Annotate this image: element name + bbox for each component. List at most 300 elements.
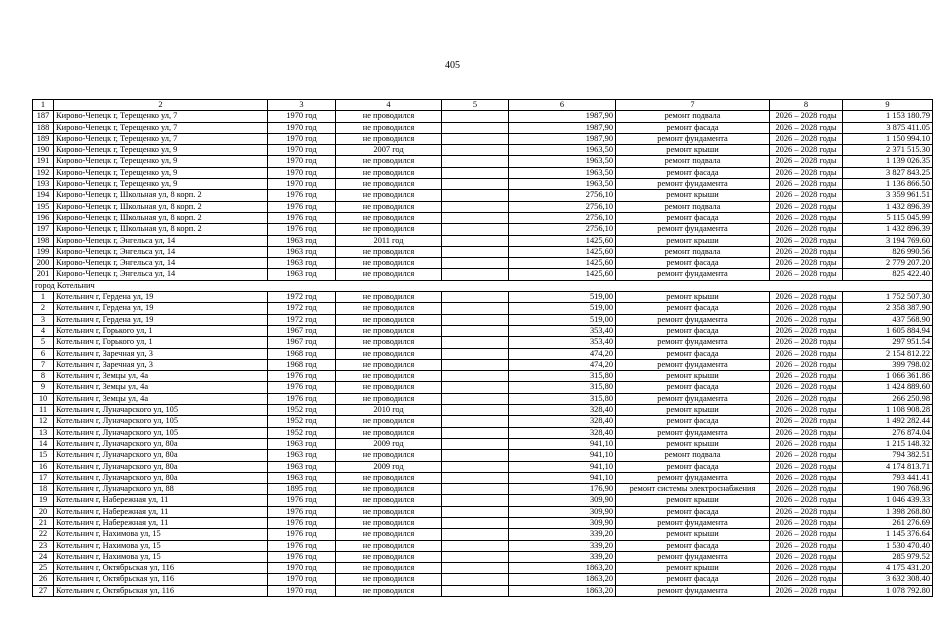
table-cell: не проводился <box>336 506 442 517</box>
table-cell: 1970 год <box>268 585 336 596</box>
section-title-row <box>33 280 933 291</box>
table-cell: ремонт системы электроснабжения <box>616 484 770 495</box>
table-cell: Котельнич г, Горького ул, 1 <box>54 325 268 336</box>
table-cell: ремонт фундамента <box>616 472 770 483</box>
table-cell: 3 827 843.25 <box>843 167 933 178</box>
table-cell: не проводился <box>336 484 442 495</box>
table-cell: Котельнич г, Октябрьская ул, 116 <box>54 574 268 585</box>
table-cell <box>442 506 509 517</box>
table-cell: 1972 год <box>268 303 336 314</box>
table-cell: 2026 – 2028 годы <box>770 585 843 596</box>
table-cell: 3 194 769.60 <box>843 235 933 246</box>
table-cell: 1 150 994.10 <box>843 133 933 144</box>
table-cell: 1 <box>33 292 54 303</box>
table-cell: 2026 – 2028 годы <box>770 235 843 246</box>
table-cell: ремонт крыши <box>616 405 770 416</box>
table-cell <box>442 292 509 303</box>
table-cell: 4 175 431.20 <box>843 563 933 574</box>
table-cell: 1976 год <box>268 393 336 404</box>
table-cell: 193 <box>33 179 54 190</box>
table-cell: 1863,20 <box>509 585 616 596</box>
table-cell: Котельнич г, Октябрьская ул, 116 <box>54 585 268 596</box>
table-cell: 11 <box>33 405 54 416</box>
table-cell: 1 398 268.80 <box>843 506 933 517</box>
table-cell: 1970 год <box>268 563 336 574</box>
table-row <box>33 517 933 528</box>
table-cell: 3 632 308.40 <box>843 574 933 585</box>
table-cell: ремонт фасада <box>616 382 770 393</box>
table-cell: 2026 – 2028 годы <box>770 303 843 314</box>
table-cell: ремонт фундамента <box>616 224 770 235</box>
column-number-row <box>33 100 933 111</box>
table-cell: Котельнич г, Земцы ул, 4а <box>54 371 268 382</box>
table-cell: не проводился <box>336 179 442 190</box>
table-cell: 1967 год <box>268 325 336 336</box>
table-cell <box>442 224 509 235</box>
table-cell: Кирово-Чепецк г, Терещенко ул, 7 <box>54 133 268 144</box>
table-cell: 2026 – 2028 годы <box>770 506 843 517</box>
table-cell: 1976 год <box>268 224 336 235</box>
table-cell <box>442 190 509 201</box>
table-cell: не проводился <box>336 201 442 212</box>
table-cell: не проводился <box>336 167 442 178</box>
table-cell: ремонт крыши <box>616 438 770 449</box>
table-cell <box>442 461 509 472</box>
table-cell <box>442 212 509 223</box>
table-cell: 353,40 <box>509 337 616 348</box>
table-cell: ремонт фасада <box>616 303 770 314</box>
table-cell: 22 <box>33 529 54 540</box>
table-cell <box>442 551 509 562</box>
table-cell: 2009 год <box>336 461 442 472</box>
table-cell: 176,90 <box>509 484 616 495</box>
table-cell: ремонт фасада <box>616 212 770 223</box>
table-cell: 474,20 <box>509 359 616 370</box>
table-cell: Кирово-Чепецк г, Энгельса ул, 14 <box>54 246 268 257</box>
table-cell: 7 <box>33 359 54 370</box>
table-cell <box>442 484 509 495</box>
table-row <box>33 235 933 246</box>
table-cell: 4 <box>33 325 54 336</box>
table-cell: 1425,60 <box>509 246 616 257</box>
table-cell: 2026 – 2028 годы <box>770 359 843 370</box>
table-cell: Котельнич г, Набережная ул, 11 <box>54 517 268 528</box>
column-number-cell: 4 <box>336 100 442 111</box>
table-cell: 1 432 896.39 <box>843 224 933 235</box>
table-cell: 2026 – 2028 годы <box>770 563 843 574</box>
table-row <box>33 382 933 393</box>
table-row <box>33 438 933 449</box>
table-cell: Котельнич г, Заречная ул, 3 <box>54 359 268 370</box>
table-cell: ремонт фундамента <box>616 337 770 348</box>
table-cell: 1976 год <box>268 371 336 382</box>
table-cell: 1976 год <box>268 551 336 562</box>
table-row <box>33 574 933 585</box>
table-cell: 339,20 <box>509 529 616 540</box>
table-cell: 17 <box>33 472 54 483</box>
table-cell: 4 174 813.71 <box>843 461 933 472</box>
table-cell: 474,20 <box>509 348 616 359</box>
table-cell: 2 371 515.30 <box>843 145 933 156</box>
column-number-cell: 6 <box>509 100 616 111</box>
table-cell: 2 779 207.20 <box>843 258 933 269</box>
table-cell: 2 <box>33 303 54 314</box>
table-cell: 1952 год <box>268 427 336 438</box>
table-row <box>33 122 933 133</box>
table-cell <box>442 348 509 359</box>
table-row <box>33 325 933 336</box>
table-cell: 519,00 <box>509 292 616 303</box>
table-cell: 1963 год <box>268 461 336 472</box>
table-cell <box>442 371 509 382</box>
table-cell: Кирово-Чепецк г, Энгельса ул, 14 <box>54 235 268 246</box>
table-row <box>33 246 933 257</box>
table-row <box>33 529 933 540</box>
table-cell: 1976 год <box>268 517 336 528</box>
table-cell <box>442 472 509 483</box>
table-cell: 6 <box>33 348 54 359</box>
table-cell: 13 <box>33 427 54 438</box>
table-cell <box>442 529 509 540</box>
table-cell: 1976 год <box>268 212 336 223</box>
table-cell: 2026 – 2028 годы <box>770 472 843 483</box>
table-cell: 315,80 <box>509 382 616 393</box>
table-cell: 2026 – 2028 годы <box>770 314 843 325</box>
table-cell <box>442 405 509 416</box>
table-cell: 1970 год <box>268 156 336 167</box>
table-cell: 309,90 <box>509 506 616 517</box>
table-cell: 1963 год <box>268 246 336 257</box>
table-cell: 2026 – 2028 годы <box>770 292 843 303</box>
table-cell: ремонт крыши <box>616 495 770 506</box>
table-cell: Кирово-Чепецк г, Терещенко ул, 9 <box>54 156 268 167</box>
table-cell: 2026 – 2028 годы <box>770 337 843 348</box>
table-cell: 1976 год <box>268 495 336 506</box>
table-cell: ремонт фасада <box>616 122 770 133</box>
table-cell: Котельнич г, Набережная ул, 11 <box>54 506 268 517</box>
table-cell: 2756,10 <box>509 201 616 212</box>
table-cell: 1963 год <box>268 269 336 280</box>
table-cell: 1 136 866.50 <box>843 179 933 190</box>
table-cell: не проводился <box>336 563 442 574</box>
table-cell: Котельнич г, Земцы ул, 4а <box>54 382 268 393</box>
table-cell: 1952 год <box>268 405 336 416</box>
table-cell: 1952 год <box>268 416 336 427</box>
table-row <box>33 540 933 551</box>
table-cell: 25 <box>33 563 54 574</box>
table-cell: Котельнич г, Нахимова ул, 15 <box>54 540 268 551</box>
table-cell: не проводился <box>336 371 442 382</box>
table-cell: Кирово-Чепецк г, Терещенко ул, 7 <box>54 111 268 122</box>
table-cell: 1 424 889.60 <box>843 382 933 393</box>
table-cell: 1976 год <box>268 506 336 517</box>
table-row <box>33 212 933 223</box>
table-cell: 199 <box>33 246 54 257</box>
table-cell: 2026 – 2028 годы <box>770 416 843 427</box>
table-cell <box>442 450 509 461</box>
table-cell: 5 115 045.99 <box>843 212 933 223</box>
table-row <box>33 303 933 314</box>
table-cell: 941,10 <box>509 472 616 483</box>
table-cell: 26 <box>33 574 54 585</box>
table-cell: 2026 – 2028 годы <box>770 450 843 461</box>
table-cell: не проводился <box>336 382 442 393</box>
table-cell: Котельнич г, Октябрьская ул, 116 <box>54 563 268 574</box>
table-cell: 1963 год <box>268 438 336 449</box>
table-cell: 2026 – 2028 годы <box>770 167 843 178</box>
table-cell <box>442 325 509 336</box>
table-cell: ремонт подвала <box>616 156 770 167</box>
table-cell: не проводился <box>336 190 442 201</box>
table-cell: 1967 год <box>268 337 336 348</box>
table-cell: Кирово-Чепецк г, Школьная ул, 8 корп. 2 <box>54 190 268 201</box>
table-cell: не проводился <box>336 574 442 585</box>
table-cell: 191 <box>33 156 54 167</box>
table-cell: 198 <box>33 235 54 246</box>
table-cell: не проводился <box>336 348 442 359</box>
table-row <box>33 156 933 167</box>
column-number-cell: 7 <box>616 100 770 111</box>
table-cell: Котельнич г, Горького ул, 1 <box>54 337 268 348</box>
table-cell: 12 <box>33 416 54 427</box>
table-cell: 941,10 <box>509 438 616 449</box>
table-cell: Котельнич г, Луначарского ул, 105 <box>54 427 268 438</box>
table-cell: не проводился <box>336 495 442 506</box>
table-cell: 14 <box>33 438 54 449</box>
table-cell: 2026 – 2028 годы <box>770 269 843 280</box>
table-cell <box>442 438 509 449</box>
table-cell <box>442 122 509 133</box>
table-cell: 197 <box>33 224 54 235</box>
table-cell: ремонт фасада <box>616 258 770 269</box>
table-cell: 1963 год <box>268 472 336 483</box>
table-row <box>33 337 933 348</box>
table-cell: 3 875 411.05 <box>843 122 933 133</box>
table-cell <box>442 133 509 144</box>
table-cell: 24 <box>33 551 54 562</box>
table-cell: ремонт подвала <box>616 450 770 461</box>
table-cell: Кирово-Чепецк г, Школьная ул, 8 корп. 2 <box>54 212 268 223</box>
table-cell: 2026 – 2028 годы <box>770 190 843 201</box>
table-cell: ремонт подвала <box>616 111 770 122</box>
table-cell: 2026 – 2028 годы <box>770 325 843 336</box>
table-cell: 276 874.04 <box>843 427 933 438</box>
table-row <box>33 495 933 506</box>
table-cell: 2026 – 2028 годы <box>770 517 843 528</box>
table-cell: 353,40 <box>509 325 616 336</box>
table-cell <box>442 145 509 156</box>
table-cell: 1 492 282.44 <box>843 416 933 427</box>
table-cell: 1 530 470.40 <box>843 540 933 551</box>
table-cell: 2756,10 <box>509 212 616 223</box>
table-cell: 339,20 <box>509 551 616 562</box>
table-row <box>33 133 933 144</box>
table-cell: Кирово-Чепецк г, Школьная ул, 8 корп. 2 <box>54 224 268 235</box>
table-cell: 20 <box>33 506 54 517</box>
table-cell: 941,10 <box>509 450 616 461</box>
table-row <box>33 348 933 359</box>
table-row <box>33 269 933 280</box>
table-cell: не проводился <box>336 314 442 325</box>
table-cell: Котельнич г, Луначарского ул, 80а <box>54 438 268 449</box>
table-cell <box>442 179 509 190</box>
table-cell: 2026 – 2028 годы <box>770 551 843 562</box>
table-row <box>33 563 933 574</box>
table-cell: ремонт фасада <box>616 416 770 427</box>
table-cell: 188 <box>33 122 54 133</box>
table-cell: 2026 – 2028 годы <box>770 258 843 269</box>
table-cell: 297 951.54 <box>843 337 933 348</box>
table-cell: 1963,50 <box>509 156 616 167</box>
table-cell: ремонт фундамента <box>616 393 770 404</box>
table-cell: Котельнич г, Луначарского ул, 80а <box>54 461 268 472</box>
table-cell <box>442 416 509 427</box>
table-cell: не проводился <box>336 416 442 427</box>
table-cell: не проводился <box>336 303 442 314</box>
table-cell: не проводился <box>336 122 442 133</box>
table-cell: 1976 год <box>268 529 336 540</box>
section-title: город Котельнич <box>33 280 933 291</box>
table-cell: ремонт фасада <box>616 325 770 336</box>
table-cell: 266 250.98 <box>843 393 933 404</box>
table-cell: 19 <box>33 495 54 506</box>
table-cell: не проводился <box>336 292 442 303</box>
table-cell: 190 <box>33 145 54 156</box>
table-row <box>33 179 933 190</box>
table-cell: не проводился <box>336 450 442 461</box>
table-cell: 1425,60 <box>509 258 616 269</box>
table-cell: ремонт фундамента <box>616 269 770 280</box>
table-cell <box>442 517 509 528</box>
table-cell: 15 <box>33 450 54 461</box>
table-cell: 1963 год <box>268 258 336 269</box>
table-cell: 2026 – 2028 годы <box>770 484 843 495</box>
table-cell: 189 <box>33 133 54 144</box>
table-cell: не проводился <box>336 517 442 528</box>
table-cell: 1968 год <box>268 348 336 359</box>
table-cell: 194 <box>33 190 54 201</box>
table-cell: Котельнич г, Луначарского ул, 80а <box>54 450 268 461</box>
table-cell <box>442 303 509 314</box>
table-cell: 328,40 <box>509 405 616 416</box>
table-cell: 2 154 812.22 <box>843 348 933 359</box>
table-cell: 1970 год <box>268 133 336 144</box>
table-cell: 1 145 376.64 <box>843 529 933 540</box>
table-cell: 399 798.02 <box>843 359 933 370</box>
table-cell <box>442 427 509 438</box>
table-row <box>33 506 933 517</box>
table-cell: 2026 – 2028 годы <box>770 427 843 438</box>
table-cell: 1 605 884.94 <box>843 325 933 336</box>
table-cell: 1963,50 <box>509 145 616 156</box>
table-cell: 2026 – 2028 годы <box>770 461 843 472</box>
table-cell: 2009 год <box>336 438 442 449</box>
table-cell: 1963 год <box>268 235 336 246</box>
table-cell: 1 066 361.86 <box>843 371 933 382</box>
table-row <box>33 258 933 269</box>
column-number-cell: 9 <box>843 100 933 111</box>
table-cell: 1895 год <box>268 484 336 495</box>
table-cell: 2026 – 2028 годы <box>770 133 843 144</box>
table-cell: не проводился <box>336 551 442 562</box>
table-cell: 825 422.40 <box>843 269 933 280</box>
table-cell: 1970 год <box>268 167 336 178</box>
column-number-cell: 3 <box>268 100 336 111</box>
table-row <box>33 461 933 472</box>
table-cell: 2026 – 2028 годы <box>770 348 843 359</box>
table-cell: ремонт подвала <box>616 201 770 212</box>
table-cell: 309,90 <box>509 495 616 506</box>
table-cell: 18 <box>33 484 54 495</box>
table-cell: Котельнич г, Луначарского ул, 80а <box>54 472 268 483</box>
column-number-cell: 1 <box>33 100 54 111</box>
table-cell: 1 078 792.80 <box>843 585 933 596</box>
table-cell: 201 <box>33 269 54 280</box>
table-cell: Кирово-Чепецк г, Энгельса ул, 14 <box>54 269 268 280</box>
table-cell: 1 153 180.79 <box>843 111 933 122</box>
table-cell <box>442 359 509 370</box>
table-cell: 1963 год <box>268 450 336 461</box>
table-cell: ремонт фундамента <box>616 133 770 144</box>
table-cell: ремонт фундамента <box>616 427 770 438</box>
table-row <box>33 190 933 201</box>
table-cell <box>442 337 509 348</box>
table-row <box>33 484 933 495</box>
table-cell: 519,00 <box>509 314 616 325</box>
table-cell: Кирово-Чепецк г, Школьная ул, 8 корп. 2 <box>54 201 268 212</box>
table-body <box>33 100 933 597</box>
table-cell: 21 <box>33 517 54 528</box>
table-cell: ремонт подвала <box>616 246 770 257</box>
table-cell: не проводился <box>336 224 442 235</box>
table-cell <box>442 258 509 269</box>
table-cell: 2026 – 2028 годы <box>770 495 843 506</box>
table-cell: 2026 – 2028 годы <box>770 540 843 551</box>
table-cell: 1970 год <box>268 179 336 190</box>
table-cell: ремонт фасада <box>616 540 770 551</box>
table-cell: 3 <box>33 314 54 325</box>
table-cell: 5 <box>33 337 54 348</box>
table-cell: 2026 – 2028 годы <box>770 212 843 223</box>
table-cell: 339,20 <box>509 540 616 551</box>
table-row <box>33 472 933 483</box>
table-row <box>33 167 933 178</box>
table-cell <box>442 574 509 585</box>
table-cell: Котельнич г, Нахимова ул, 15 <box>54 551 268 562</box>
table-cell: ремонт фасада <box>616 506 770 517</box>
table-cell: не проводился <box>336 337 442 348</box>
table-cell: 2026 – 2028 годы <box>770 574 843 585</box>
table-cell: не проводился <box>336 585 442 596</box>
table-cell: Кирово-Чепецк г, Терещенко ул, 9 <box>54 145 268 156</box>
table-cell: Котельнич г, Гердена ул, 19 <box>54 303 268 314</box>
table-cell: 826 990.56 <box>843 246 933 257</box>
table-cell: 1425,60 <box>509 235 616 246</box>
table-cell: 1968 год <box>268 359 336 370</box>
table-cell: 2026 – 2028 годы <box>770 246 843 257</box>
table-cell: 1987,90 <box>509 122 616 133</box>
table-cell: 2026 – 2028 годы <box>770 179 843 190</box>
table-row <box>33 371 933 382</box>
table-cell: 519,00 <box>509 303 616 314</box>
table-cell: ремонт фундамента <box>616 314 770 325</box>
table-cell: ремонт фундамента <box>616 551 770 562</box>
table-cell: 3 359 961.51 <box>843 190 933 201</box>
table-cell <box>442 563 509 574</box>
table-cell: не проводился <box>336 359 442 370</box>
table-row <box>33 201 933 212</box>
table-cell: ремонт фундамента <box>616 179 770 190</box>
